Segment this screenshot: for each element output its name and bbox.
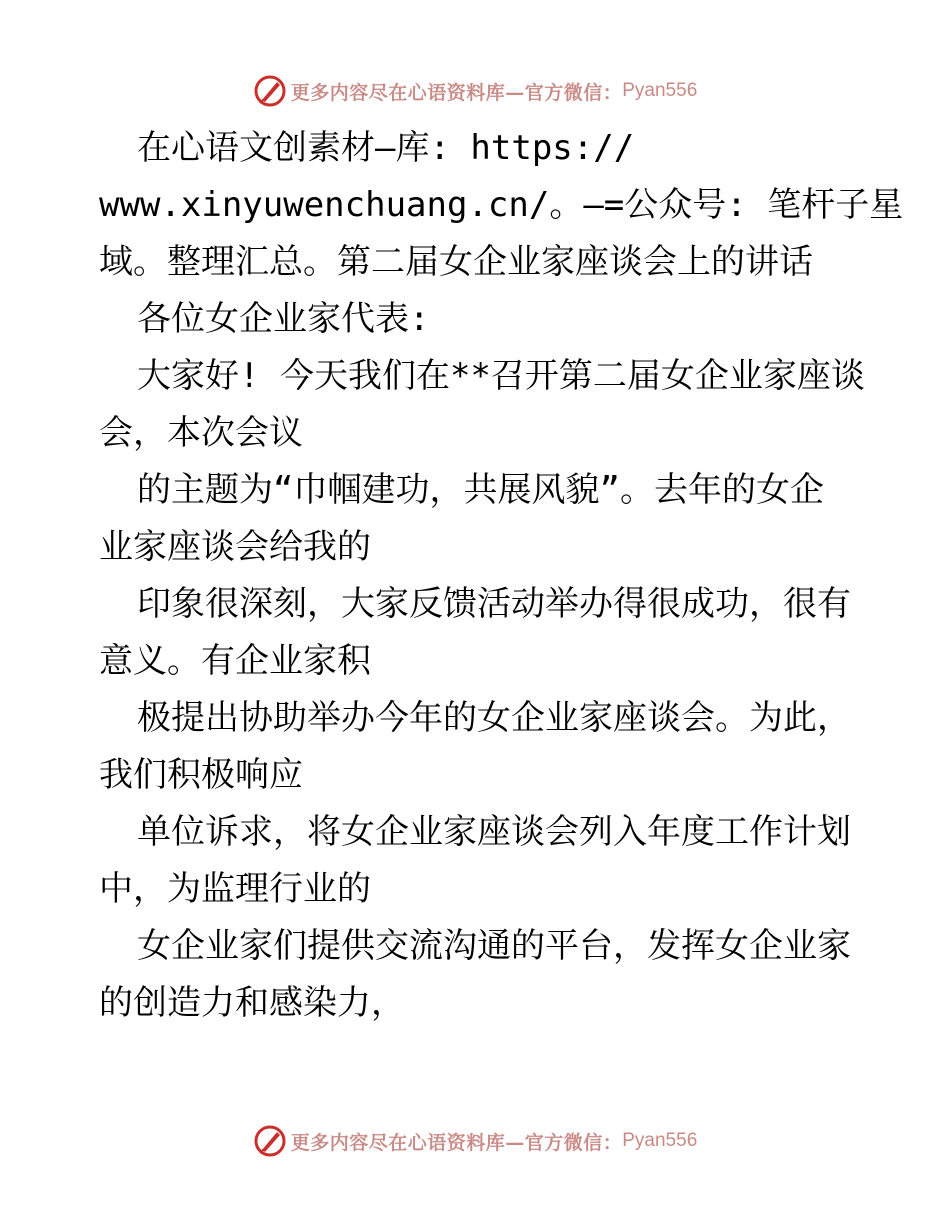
quill-pen-logo-icon xyxy=(253,74,287,108)
text-line: 的创造力和感染力， xyxy=(99,983,405,1023)
text-line: 单位诉求，将女企业家座谈会列入年度工作计划 xyxy=(137,812,851,852)
footer-watermark-text: 更多内容尽在心语资料库—官方微信： xyxy=(290,1131,623,1154)
text-line: 在心语文创素材—库: https:// xyxy=(137,128,635,168)
header-watermark-id: Pyan556 xyxy=(622,80,698,101)
document-body xyxy=(99,120,904,1032)
text-line: www.xinyuwenchuang.cn/。—=公众号: 笔杆子星 xyxy=(99,185,904,225)
text-line: 的主题为“巾帼建功，共展风貌”。去年的女企 xyxy=(137,470,824,510)
text-line: 极提出协助举办今年的女企业家座谈会。为此， xyxy=(137,698,851,738)
text-line: 大家好! 今天我们在**召开第二届女企业家座谈 xyxy=(137,356,865,396)
text-line: 业家座谈会给我的 xyxy=(99,527,371,567)
footer-watermark-id: Pyan556 xyxy=(622,1130,698,1151)
text-line: 我们积极响应 xyxy=(99,755,303,795)
text-line: 各位女企业家代表: xyxy=(137,299,430,339)
footer-watermark xyxy=(0,1121,950,1161)
header-watermark-text: 更多内容尽在心语资料库—官方微信： xyxy=(290,81,623,104)
quill-pen-logo-icon xyxy=(253,1124,287,1158)
text-line: 女企业家们提供交流沟通的平台，发挥女企业家 xyxy=(137,926,851,966)
text-line: 印象很深刻，大家反馈活动举办得很成功，很有 xyxy=(137,584,851,624)
text-line: 意义。有企业家积 xyxy=(99,641,371,681)
text-line: 域。整理汇总。第二届女企业家座谈会上的讲话 xyxy=(99,242,813,282)
text-line: 中，为监理行业的 xyxy=(99,869,371,909)
text-line: 会，本次会议 xyxy=(99,413,303,453)
header-watermark xyxy=(0,71,950,111)
